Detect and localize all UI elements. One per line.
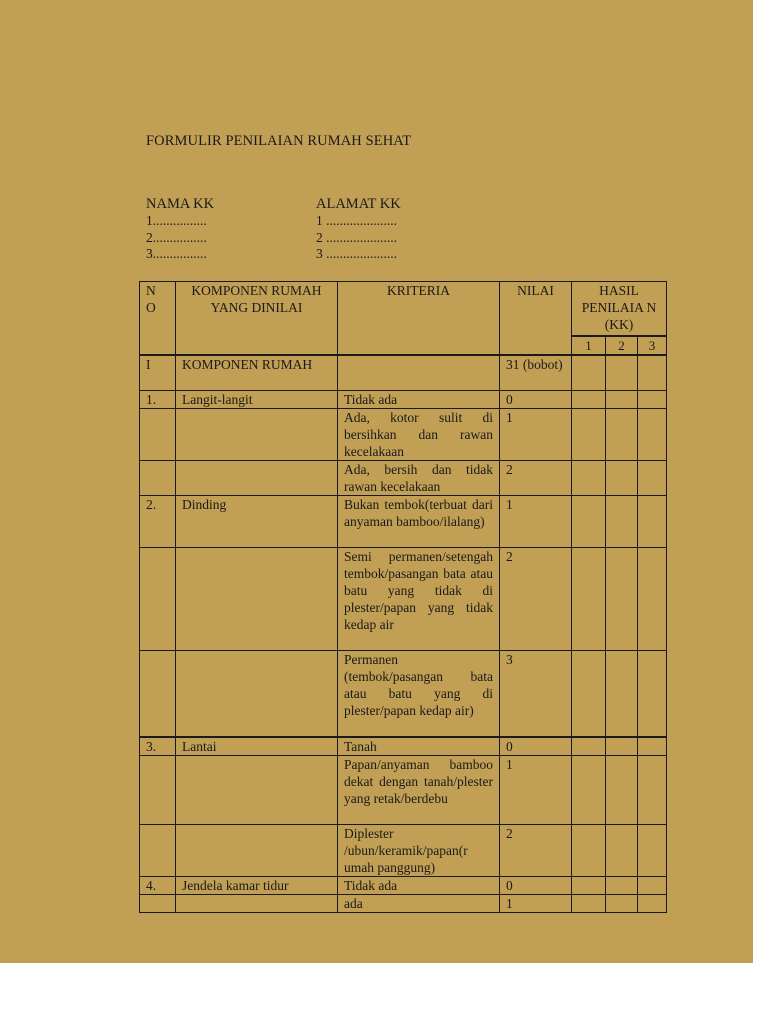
table-row [140, 548, 667, 651]
cell-no [140, 651, 176, 737]
header-sub-3: 3 [638, 336, 667, 355]
assessment-table [139, 281, 667, 913]
cell-hasil-1[interactable] [572, 876, 606, 894]
cell-hasil-2[interactable] [606, 496, 638, 548]
table-row [140, 824, 667, 876]
cell-nilai: 0 [500, 876, 572, 894]
cell-no [140, 409, 176, 461]
cell-no: 1. [140, 391, 176, 409]
alamat-kk-line-1: 1 ..................... [316, 213, 397, 228]
cell-nilai: 1 [500, 894, 572, 912]
cell-kriteria: Permanen (tembok/pasangan bata atau batu yang di plester/papan kedap air) [338, 651, 500, 737]
cell-hasil-3[interactable] [638, 355, 667, 391]
cell-kriteria: ada [338, 894, 500, 912]
alamat-kk-line-3: 3 ..................... [316, 246, 397, 261]
cell-hasil-1[interactable] [572, 409, 606, 461]
cell-hasil-3[interactable] [638, 737, 667, 756]
nama-kk-block [146, 196, 214, 263]
alamat-kk-line-2: 2 ..................... [316, 229, 397, 245]
cell-nilai: 0 [500, 737, 572, 756]
cell-kriteria: Semi permanen/setengah tembok/pasangan bata atau batu yang tidak di plester/papan yang tidak kedap air [338, 548, 500, 651]
cell-komponen: Lantai [176, 737, 338, 756]
cell-kriteria: Tidak ada [338, 876, 500, 894]
form-title: FORMULIR PENILAIAN RUMAH SEHAT [146, 133, 412, 149]
cell-hasil-2[interactable] [606, 548, 638, 651]
cell-hasil-3[interactable] [638, 391, 667, 409]
cell-hasil-1[interactable] [572, 737, 606, 756]
cell-hasil-3[interactable] [638, 824, 667, 876]
cell-komponen [176, 755, 338, 824]
cell-hasil-2[interactable] [606, 391, 638, 409]
cell-komponen [176, 409, 338, 461]
cell-hasil-1[interactable] [572, 391, 606, 409]
cell-komponen [176, 461, 338, 496]
header-komponen: KOMPONEN RUMAH YANG DINILAI [176, 282, 338, 355]
cell-komponen [176, 894, 338, 912]
cell-hasil-2[interactable] [606, 894, 638, 912]
header-kriteria: KRITERIA [338, 282, 500, 355]
cell-kriteria: Papan/anyaman bamboo dekat dengan tanah/plester yang retak/berdebu [338, 755, 500, 824]
cell-nilai: 2 [500, 461, 572, 496]
cell-no: 4. [140, 876, 176, 894]
cell-no [140, 548, 176, 651]
table-row [140, 755, 667, 824]
cell-hasil-3[interactable] [638, 461, 667, 496]
cell-kriteria: Ada, kotor sulit di bersihkan dan rawan kecelakaan [338, 409, 500, 461]
cell-no: I [140, 355, 176, 391]
cell-hasil-1[interactable] [572, 496, 606, 548]
cell-no [140, 461, 176, 496]
cell-hasil-1[interactable] [572, 651, 606, 737]
cell-kriteria: Diplester /ubun/keramik/papan(r umah panggung) [338, 824, 500, 876]
cell-hasil-2[interactable] [606, 461, 638, 496]
cell-nilai: 2 [500, 548, 572, 651]
cell-hasil-3[interactable] [638, 409, 667, 461]
cell-no [140, 755, 176, 824]
cell-hasil-1[interactable] [572, 755, 606, 824]
cell-komponen: KOMPONEN RUMAH [176, 355, 338, 391]
cell-hasil-3[interactable] [638, 755, 667, 824]
cell-hasil-1[interactable] [572, 461, 606, 496]
table-row [140, 355, 667, 391]
table-row [140, 737, 667, 756]
table-row [140, 461, 667, 496]
header-sub-1: 1 [572, 336, 606, 355]
cell-nilai: 1 [500, 496, 572, 548]
cell-komponen: Jendela kamar tidur [176, 876, 338, 894]
cell-hasil-3[interactable] [638, 876, 667, 894]
cell-nilai: 0 [500, 391, 572, 409]
cell-komponen [176, 548, 338, 651]
cell-hasil-3[interactable] [638, 894, 667, 912]
cell-kriteria: Tanah [338, 737, 500, 756]
cell-hasil-3[interactable] [638, 651, 667, 737]
cell-komponen: Langit-langit [176, 391, 338, 409]
alamat-kk-block [316, 196, 401, 263]
cell-hasil-2[interactable] [606, 651, 638, 737]
table-row [140, 876, 667, 894]
cell-nilai: 1 [500, 409, 572, 461]
cell-hasil-3[interactable] [638, 548, 667, 651]
table-row [140, 496, 667, 548]
cell-no [140, 894, 176, 912]
header-no: N O [140, 282, 176, 355]
cell-kriteria: Bukan tembok(terbuat dari anyaman bamboo/ilalang) [338, 496, 500, 548]
nama-kk-line-1: 1................ [146, 213, 207, 228]
nama-kk-label: NAMA KK [146, 196, 215, 212]
cell-komponen [176, 824, 338, 876]
header-nilai: NILAI [500, 282, 572, 355]
cell-hasil-2[interactable] [606, 409, 638, 461]
alamat-kk-label: ALAMAT KK [316, 196, 401, 212]
cell-hasil-2[interactable] [606, 824, 638, 876]
cell-nilai: 3 [500, 651, 572, 737]
cell-no: 2. [140, 496, 176, 548]
cell-hasil-2[interactable] [606, 355, 638, 391]
nama-kk-line-2: 2................ [146, 229, 207, 245]
cell-komponen [176, 651, 338, 737]
nama-kk-line-3: 3................ [146, 246, 207, 261]
cell-no [140, 824, 176, 876]
cell-no: 3. [140, 737, 176, 756]
cell-hasil-3[interactable] [638, 496, 667, 548]
table-row [140, 391, 667, 409]
table-row [140, 894, 667, 912]
cell-hasil-1[interactable] [572, 548, 606, 651]
cell-nilai: 1 [500, 755, 572, 824]
cell-komponen: Dinding [176, 496, 338, 548]
cell-kriteria: Ada, bersih dan tidak rawan kecelakaan [338, 461, 500, 496]
cell-hasil-1[interactable] [572, 894, 606, 912]
cell-nilai: 2 [500, 824, 572, 876]
cell-hasil-1[interactable] [572, 824, 606, 876]
cell-hasil-2[interactable] [606, 755, 638, 824]
cell-nilai: 31 (bobot) [500, 355, 572, 391]
header-hasil: HASIL PENILAIA N (KK) [572, 282, 667, 336]
cell-hasil-2[interactable] [606, 737, 638, 756]
table-row [140, 651, 667, 737]
cell-kriteria [338, 355, 500, 391]
cell-hasil-2[interactable] [606, 876, 638, 894]
cell-hasil-1[interactable] [572, 355, 606, 391]
table-row [140, 409, 667, 461]
header-sub-2: 2 [606, 336, 638, 355]
cell-kriteria: Tidak ada [338, 391, 500, 409]
